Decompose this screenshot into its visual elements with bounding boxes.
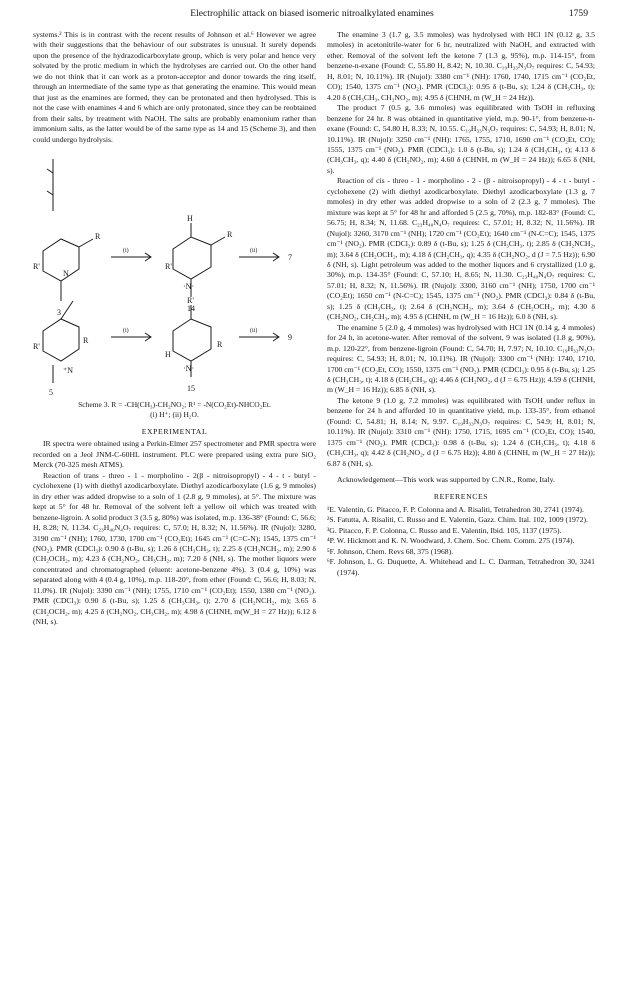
reference-item: ⁵F. Johnson, Chem. Revs 68, 375 (1968).	[327, 546, 454, 556]
label-r-14: R	[227, 229, 233, 239]
label-arrow-i-top: (i)	[123, 247, 129, 254]
running-title: Electrophilic attack on biased isomeric nitroalkylated enamines	[190, 8, 434, 19]
body-paragraph: Reaction of cis - threo - 1 - morpholino - 2 - (β - nitroisopropyl) - 4 - t - butyl - cyclohexene (2) with diethyl azodicarboxylate. Diethyl azodicarboxylate (1.3 g, 7 mmoles) in dry ether was added dropwise to a soln of 2 (2.3 g, 7 mmoles). The mixture was kept at 5° for 48 hr and afforded 5 (2.5 g, 70%), m.p. 182-83° (Found: C, 56.75; H, 8.34; N, 11.68. C₂₃H₄₀N₄O₇ requires: C, 57.01; H, 8.32; N, 11.56%). IR (Nujol): 3260, 3170 cm⁻¹ (NH); 1720 cm⁻¹ (CO₂Et); 1640 cm⁻¹ (N-C=C); 1545, 1375 cm⁻¹ (NO₂). PMR (CDCl₃): 0.89 δ (t-Bu, s); 1.25 δ (CH₃CH₃, t); 2.85 δ (CH₂NCH₂, m); 3.64 δ (CH₂OCH₂, m); 4.18 δ (CH₂CH₃, q); 4.35 δ (CH₂NO₂, d (J = 7.5 Hz)); 6.90 δ (NH, s). Light petroleum was added to the mother liquors and 6 crystallized (1.0 g, 30%), m.p. 134-35° (Found: C, 57.10; H, 8.65; N, 11.30. C₂₃H₄₀N₄O₇ requires: C, 57.01; H, 8.32; N, 11.56%). IR (Nujol): 3300, 3160 cm⁻¹ (NH); 1750, 1700 cm⁻¹ (CO₂Et); 1650 cm⁻¹ (N-C=C); 1545, 1375 cm⁻¹ (NO₂). PMR (CDCl₃): 0.84 δ (t-Bu, s); 1.25 δ (CH₃CH₃, t); 2.64 δ (CH₂NCH₂, m); 3.64 δ (CH₂OCH₂, m); 4.30 δ (CH₂NO₂, CH₂CH₃, m); 4.95 δ (CHNH, m (W_H = 16 Hz)); 6.0 δ (NH, s).	[327, 176, 595, 322]
label-r1-14: R'	[165, 261, 172, 271]
label-compound-15: 15	[187, 383, 195, 393]
structure-3-substituent	[47, 159, 53, 211]
reference-item: ²S. Fatutta, A. Risaliti, C. Russo and E. Valentin, Gazz. Chim. Ital. 102, 1009 (1972).	[327, 515, 588, 525]
arrow-ii-top	[239, 253, 279, 261]
label-r-15: R	[217, 339, 223, 349]
label-n-3: N	[63, 268, 69, 278]
label-h-15: H	[165, 349, 171, 359]
references-heading: REFERENCES	[433, 492, 489, 502]
reference-item: ⁶F. Johnson, L. G. Duquette, A. Whitehead and L. C. Darman, Tetrahedron 30, 3241 (1974).	[327, 557, 595, 577]
label-n-14: ·N·	[183, 281, 195, 291]
body-paragraph: systems.² This is in contrast with the recent results of Johnson et al.⁶ However we agree with their suggestions that the behaviour of our substrates is unusual. It surely depends upon the presence of the hydrazodicarboxylate group, which is very polar and hence very solvated by the protic medium in which the hydrolyses are carried out. On the other hand we do not think that it can work as a proton-acceptor and donor towards the ring itself, through an intermediate of the same type as that generating the enamine. This would mean that just as the enamines are formed, they can be protonated and then hydrolysed. This is not the case with enamines 4 and 6 which are only protonated, since they can be reobtained from their salts, by treatment with NaOH. The salts are probably enamonium rather than immonium salts, as the latter would be of the same type as 14 and 15 (Scheme 3), and then could undergo hydrolysis.	[33, 30, 316, 144]
body-paragraph: The ketone 9 (1.0 g, 7.2 mmoles) was equilibrated with TsOH under reflux in benzene for 24 h and afforded 10 in quantitative yield, m.p. 133-35°, from ethanol (Found: C, 54.81; H, 8.14; N, 9.97. C₁₉H₃₃N₃O₇ requires: C, 54.9; H, 8.01; N, 10.11%). IR (Nujol): 3310 cm⁻¹ (NH): 1750, 1715, 1695 cm⁻¹ (CO₂Et, CO); 1540, 1375 cm⁻¹ (NO₂). PMR (CDCl₃): 0.98 δ (t-Bu, s); 1.24 δ (CH₃CH₃, t); 4.18 δ (CH₃CH₃, q); 4.42 δ (CH₂NO₂, d (J = 6.75 Hz)); 4.80 δ (CHNH, m (W_H = 27 Hz)); 6.87 δ (NH, s).	[327, 395, 595, 468]
label-r1-5: R'	[33, 341, 40, 351]
acknowledgement: Acknowledgement—This work was supported by C.N.R., Rome, Italy.	[337, 475, 555, 485]
running-header	[0, 8, 624, 22]
label-r-3: R	[95, 231, 101, 241]
body-paragraph: The product 7 (0.5 g, 3.6 mmoles) was equilibrated with TsOH in refluxing benzene for 24 hr. 8 was obtained in quantitative yield, m.p. 90-1°, from benzene-n-exane (Found: C, 54.80 H, 8.33; N, 10.55. C₁₉H₃₃N₃O₇ requires: C, 54.93; H, 8.01; N, 10.11%). IR (Nujol): 3250 cm⁻¹ (NH): 1765, 1755, 1710, 1690 cm⁻¹ (CO₂Et, CO); 1555, 1375 cm⁻¹ (NO₂). PMR (CDCl₃): 1.0 δ (t-Bu, s); 1.24 δ (CH₃CH₃, t); 4.13 δ (CH₃CH₃, q); 4.40 δ (CH₂NO₂, m); 4.60 δ (CHNH, m (W_H = 24 Hz)); 6.65 δ (NH, s).	[327, 103, 595, 175]
label-h-14: H	[187, 213, 193, 223]
label-r1-15: R'	[187, 295, 194, 305]
label-arrow-ii-top: (ii)	[250, 247, 258, 254]
body-paragraph: The enamine 5 (2.0 g, 4 mmoles) was hydrolysed with HCl 1N (0.14 g, 4 mmoles) for 24 h, in acetone-water. After removal of the solvent, 9 was isolated (1.8 g, 90%), m.p. 120-22°, from benzene-ligroin (Found: C, 54.70; H, 7.97; N, 10.10. C₁₉H₃₃N₃O₇ requires: C, 54.93; H, 8.01; N, 10.11%). IR (Nujol): 3300 cm⁻¹ (NH): 1740, 1710, 1700 cm⁻¹ (CO₂Et, CO); 1550, 1375 cm⁻¹ (NO₂). PMR (CDCl₃): 0.95 δ (t-Bu, s); 1.25 δ (CH₃CH₃, t); 4.18 δ (CH₂CH₃, q); 4.46 δ (CH₂NO₂, d (J = 6.75 Hz)); 4.59 δ (CHNH, m (W_H = 16 Hz)); 6.85 δ (NH, s).	[327, 322, 595, 395]
label-arrow-i-bottom: (i)	[123, 327, 129, 334]
reference-list	[327, 505, 595, 578]
experimental-paragraph: Reaction of trans - threo - 1 - morpholino - 2(β - nitroisopropyl) - 4 - t - butyl - cyclohexene (1) with diethyl azodicarboxylate. Diethyl azodicarboxylate (1.6 g, 9 mmoles) in dry ether was added dropwise to a soln of 1 (2.8 g, 9 mmoles), at 5°. The mixture was kept at 5° for 48 hr. Removal of the solvent left a yellow oil which was treated with benzene-ligroin. A solid product 3 (3.5 g, 80%) was isolated, m.p. 136-38° (Found: C, 56.6; H, 8.28; N, 11.34. C₂₃H₄₀N₄O₇ requires: C, 57.0; H, 8.32; N, 11.56%). IR (Nujol): 3280, 3190 cm⁻¹ (NH); 1760, 1730, 1700 cm⁻¹ (CO₂Et); 1645 cm⁻¹ (C=C-N); 1545, 1375 cm⁻¹ (NO₂). PMR (CDCl₃): 0.90 δ (t-Bu, s); 1.26 δ (CH₃CH₃, t); 2.25 δ (CH₂NCH₂, m); 2.90 δ (CH₂OCH₂, m); 4.23 δ (CH₂NO₂, CH₃CH₂, m); 7.20 δ (NH, s). The mother liquors were concentrated and chromatographed (eluent: acetone-benzene 4%). 3 (0.4 g, 10%) was separated along with 4 (0.4 g, 10%), m.p. 118-20°, from ether (Found: C, 56.6; H, 8.03; N, 11.0%). IR (Nujol): 3390 cm⁻¹ (NH); 1755, 1710 cm⁻¹ (CO₂Et); 1550, 1380 cm⁻¹ (NO₂). PMR (CDCl₃): 0.90 δ (t-Bu, s); 1.25 δ (CH₃CH₃, t); 2.70 δ (CH₂NCH₂, m); 3.65 δ (CH₂OCH₂, m); 4.25 δ (CH₂NO₂, CH₃CH₂, m); 4.98 δ (CHNH, m(W_H = 27 Hz)); 6.12 δ (NH, s).	[33, 470, 316, 627]
scheme-drawing	[33, 151, 316, 397]
label-compound-5: 5	[49, 387, 53, 397]
label-r1-3: R'	[33, 261, 40, 271]
label-compound-7: 7	[288, 252, 292, 262]
reaction-scheme-3	[33, 151, 316, 397]
arrow-i-bottom	[111, 333, 151, 341]
label-compound-9: 9	[288, 332, 292, 342]
label-r-5: R	[83, 335, 89, 345]
structure-5	[43, 301, 79, 383]
reference-item: ³G. Pitacco, F. P. Colonna, C. Russo and E. Valentin, Ibid. 105, 1137 (1975).	[327, 525, 562, 535]
page-number: 1759	[568, 8, 588, 19]
arrow-i-top	[111, 253, 151, 261]
scheme-caption-line-2: (i) H⁺; (ii) H₂O.	[150, 409, 199, 419]
experimental-paragraph: IR spectra were obtained using a Perkin-Elmer 257 spectrometer and PMR spectra were recorded on a Jeol JNM-C-60HL instrument. PLC were prepared using extra pure SiO₂ Merck (70-325 mesh ATMS).	[33, 439, 316, 470]
reference-item: ⁴P. W. Hickmott and K. N. Woodward, J. Chem. Soc. Chem. Comm. 275 (1974).	[327, 536, 575, 546]
label-n-15: ·N·	[183, 363, 195, 373]
left-column	[33, 30, 316, 628]
label-arrow-ii-bottom: (ii)	[250, 327, 258, 334]
reference-item: ¹E. Valentin, G. Pitacco, F. P. Colonna and A. Risaliti, Tetrahedron 30, 2741 (1974).	[327, 504, 584, 514]
label-compound-3: 3	[57, 307, 61, 317]
right-column	[327, 30, 595, 578]
scheme-caption-line-1: Scheme 3. R = -CH(CH₃)-CH₂NO₂; R¹ = -N(CO₂Et)-NHCO₂Et.	[78, 399, 271, 409]
label-compound-14: 14	[187, 303, 195, 313]
body-paragraph: The enamine 3 (1.7 g, 3.5 mmoles) was hydrolysed with HCl 1N (0.12 g, 3.5 mmoles) in acetonitrile-water for 6 hr, neutralized with NaOH, and extracted with ether. Removal of the solvent left the ketone 7 (1.3 g, 95%), m.p. 114-15°, from benzene-n-exane (Found: C, 55.80 H, 8.42; N, 10.30. C₁₉H₃₃N₃O₇ requires: C, 54.93; H, 8.01; N, 10.11%). IR (Nujol): 3380 cm⁻¹ (NH): 1760, 1740, 1715 cm⁻¹ (CO₂Et, CO); 1540, 1375 cm⁻¹ (NO₂). PMR (CDCl₃): 0.95 δ (t-Bu, s); 1.24 δ (CH₃CH₃, t); 4.20 δ (CH₃CH₃, CH₂NO₂, m); 4.95 δ (CHNH, m (W_H = 24 Hz)).	[327, 30, 595, 102]
label-n-5: ⁺N	[63, 365, 73, 375]
structure-14	[173, 223, 225, 297]
scheme-caption	[33, 400, 316, 420]
experimental-heading: EXPERIMENTAL	[141, 426, 208, 436]
arrow-ii-bottom	[239, 333, 279, 341]
